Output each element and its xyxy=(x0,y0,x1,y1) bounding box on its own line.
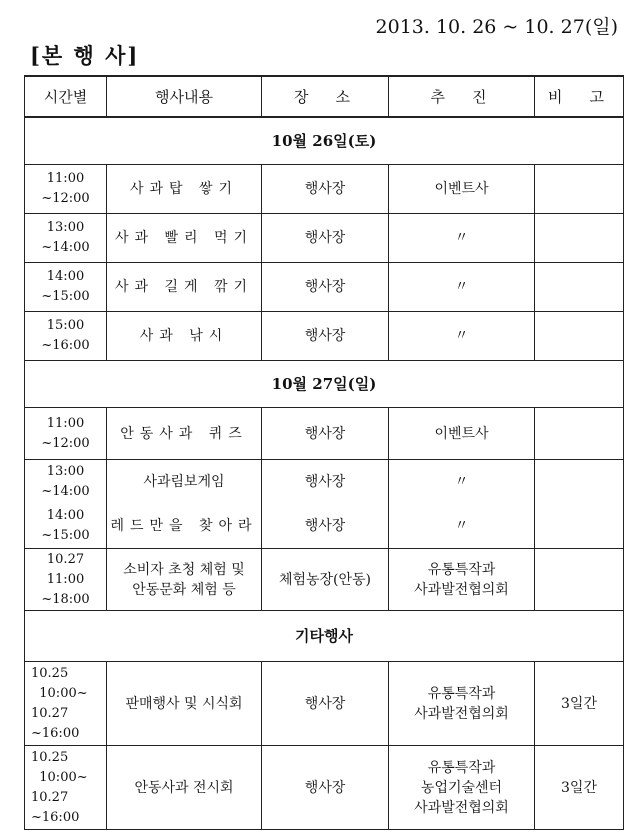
note-cell xyxy=(535,263,624,312)
event-cell: 소비자 초청 체험 및 안동문화 체험 등 xyxy=(107,549,262,611)
column-header-event: 행사내용 xyxy=(107,76,262,117)
event-cell: 사과 길게 깎기 xyxy=(107,263,262,312)
event-cell: 사과 낚시 xyxy=(107,312,262,361)
place-cell: 행사장 xyxy=(262,312,389,361)
event-schedule-table xyxy=(24,75,624,830)
event-date-range: 2013. 10. 26 ~ 10. 27(일) xyxy=(375,16,618,38)
organizer-cell: 〃 xyxy=(389,460,535,504)
day-section-row xyxy=(25,117,624,165)
place-cell: 행사장 xyxy=(262,746,389,830)
day-label: 10월 26일(토) xyxy=(25,117,624,165)
column-header-note: 비 고 xyxy=(535,76,624,117)
place-cell: 행사장 xyxy=(262,263,389,312)
place-cell: 행사장 xyxy=(262,165,389,214)
time-cell: 13:00 ~14:00 xyxy=(25,460,107,504)
table-row xyxy=(25,504,624,549)
table-row xyxy=(25,460,624,504)
table-row xyxy=(25,662,624,746)
note-cell xyxy=(535,214,624,263)
table-row xyxy=(25,549,624,611)
note-cell xyxy=(535,460,624,504)
note-cell xyxy=(535,504,624,549)
note-cell xyxy=(535,549,624,611)
note-cell xyxy=(535,165,624,214)
column-header-time: 시간별 xyxy=(25,76,107,117)
organizer-cell: 〃 xyxy=(389,504,535,549)
column-header-place: 장 소 xyxy=(262,76,389,117)
table-row xyxy=(25,408,624,460)
organizer-cell: 유통특작과 농업기술센터 사과발전협의회 xyxy=(389,746,535,830)
time-cell: 10.25 10:00~ 10.27 ~16:00 xyxy=(25,746,107,830)
note-cell xyxy=(535,312,624,361)
event-cell: 안동사과 전시회 xyxy=(107,746,262,830)
time-cell: 10.25 10:00~ 10.27 ~16:00 xyxy=(25,662,107,746)
time-cell: 11:00 ~12:00 xyxy=(25,165,107,214)
place-cell: 행사장 xyxy=(262,662,389,746)
event-cell: 사과탑 쌓기 xyxy=(107,165,262,214)
organizer-cell: 유통특작과 사과발전협의회 xyxy=(389,662,535,746)
other-section-row xyxy=(25,611,624,662)
time-cell: 10.27 11:00 ~18:00 xyxy=(25,549,107,611)
note-cell: 3일간 xyxy=(535,746,624,830)
organizer-cell: 이벤트사 xyxy=(389,408,535,460)
other-events-label: 기타행사 xyxy=(25,611,624,662)
day-section-row xyxy=(25,361,624,408)
event-cell: 판매행사 및 시식회 xyxy=(107,662,262,746)
time-cell: 14:00 ~15:00 xyxy=(25,504,107,549)
place-cell: 행사장 xyxy=(262,408,389,460)
event-cell: 사과림보게임 xyxy=(107,460,262,504)
organizer-cell: 〃 xyxy=(389,214,535,263)
note-cell: 3일간 xyxy=(535,662,624,746)
organizer-cell: 이벤트사 xyxy=(389,165,535,214)
section-heading: [본 행 사] xyxy=(30,43,140,68)
place-cell: 행사장 xyxy=(262,214,389,263)
organizer-cell: 유통특작과 사과발전협의회 xyxy=(389,549,535,611)
organizer-cell: 〃 xyxy=(389,263,535,312)
table-row xyxy=(25,312,624,361)
place-cell: 체험농장(안동) xyxy=(262,549,389,611)
organizer-cell: 〃 xyxy=(389,312,535,361)
event-cell: 레드만을 찾아라 xyxy=(107,504,262,549)
note-cell xyxy=(535,408,624,460)
event-cell: 안동사과 퀴즈 xyxy=(107,408,262,460)
table-row xyxy=(25,263,624,312)
event-cell: 사과 빨리 먹기 xyxy=(107,214,262,263)
place-cell: 행사장 xyxy=(262,504,389,549)
time-cell: 13:00 ~14:00 xyxy=(25,214,107,263)
table-row xyxy=(25,214,624,263)
time-cell: 14:00 ~15:00 xyxy=(25,263,107,312)
time-cell: 15:00 ~16:00 xyxy=(25,312,107,361)
table-row xyxy=(25,746,624,830)
table-header-row xyxy=(25,76,624,117)
table-row xyxy=(25,165,624,214)
time-cell: 11:00 ~12:00 xyxy=(25,408,107,460)
day-label: 10월 27일(일) xyxy=(25,361,624,408)
place-cell: 행사장 xyxy=(262,460,389,504)
column-header-organizer: 추 진 xyxy=(389,76,535,117)
